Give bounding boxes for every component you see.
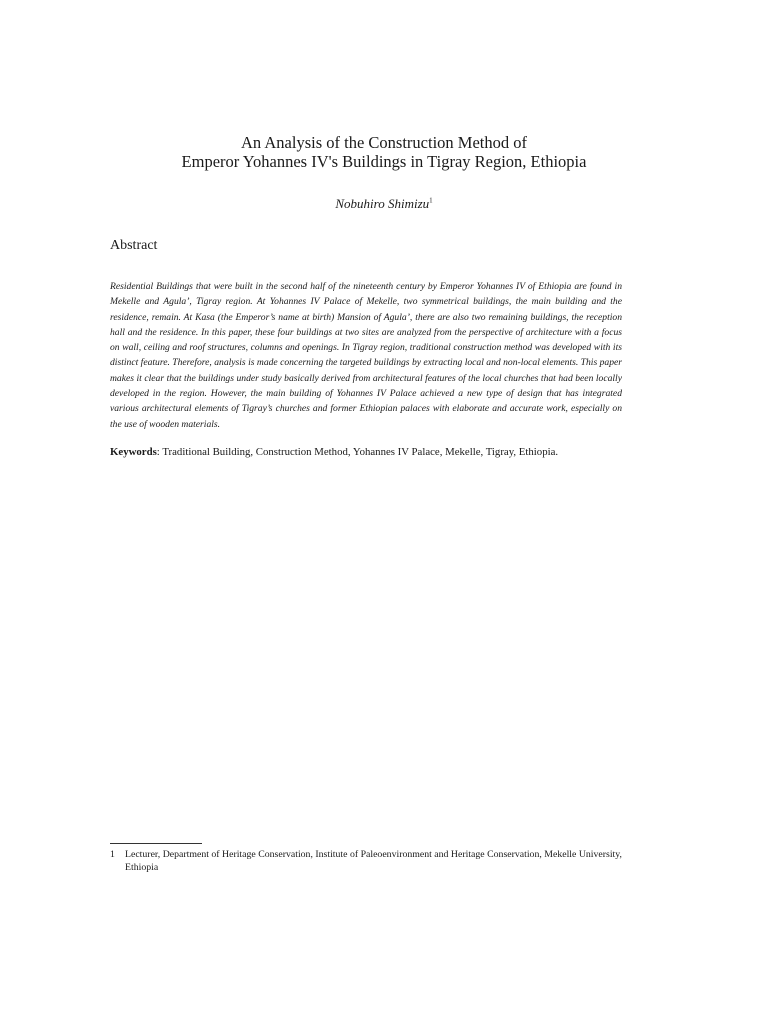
keywords-text: Traditional Building, Construction Method, Yohannes IV Palace, Mekelle, Tigray, Ethiopia. — [162, 446, 559, 458]
paper-title-line-1: An Analysis of the Construction Method of — [241, 133, 527, 152]
author-line — [0, 196, 768, 212]
paper-title-line-2: Emperor Yohannes IV's Buildings in Tigray Region, Ethiopia — [181, 152, 587, 171]
keywords-line — [110, 445, 630, 460]
footnote — [110, 848, 622, 874]
footnote-text: Lecturer, Department of Heritage Conservation, Institute of Paleoenvironment and Heritage Conservation, Mekelle University, Ethiopia — [125, 849, 622, 873]
abstract-body: Residential Buildings that were built in the second half of the nineteenth century by Emperor Yohannes IV of Ethiopia are found in Mekelle and Agula’, Tigray region. At Yohannes IV Palace of Mekelle, two symmetrical buildings, the main building and the residence, remain. At Kasa (the Emperor’s name at birth) Mansion of Agula’, there are also two remaining buildings, the reception hall and the residence. In this paper, these four buildings at two sites are analyzed from the perspective of architecture with a focus on wall, ceiling and roof structures, columns and openings. In Tigray region, traditional construction method was developed with its distinct feature. Therefore, analysis is made concerning the targeted buildings by extracting local and non-local elements. This paper makes it clear that the buildings under study basically derived from architectural features of the local churches that had been locally developed in the region. However, the main building of Yohannes IV Palace achieved a new type of design that has integrated various architectural elements of Tigray’s churches and former Ethiopian palaces with elaborate and accurate work, especially on the use of wooden materials. — [110, 281, 622, 430]
abstract-heading: Abstract — [110, 238, 158, 253]
footnote-divider — [110, 843, 202, 844]
keywords-label: Keywords — [110, 446, 157, 458]
paper-title — [0, 133, 768, 171]
keywords-separator: : — [156, 446, 163, 458]
author-name: Nobuhiro Shimizu — [335, 196, 430, 211]
author-footnote-mark: 1 — [429, 196, 433, 205]
footnote-number: 1 — [110, 849, 115, 860]
